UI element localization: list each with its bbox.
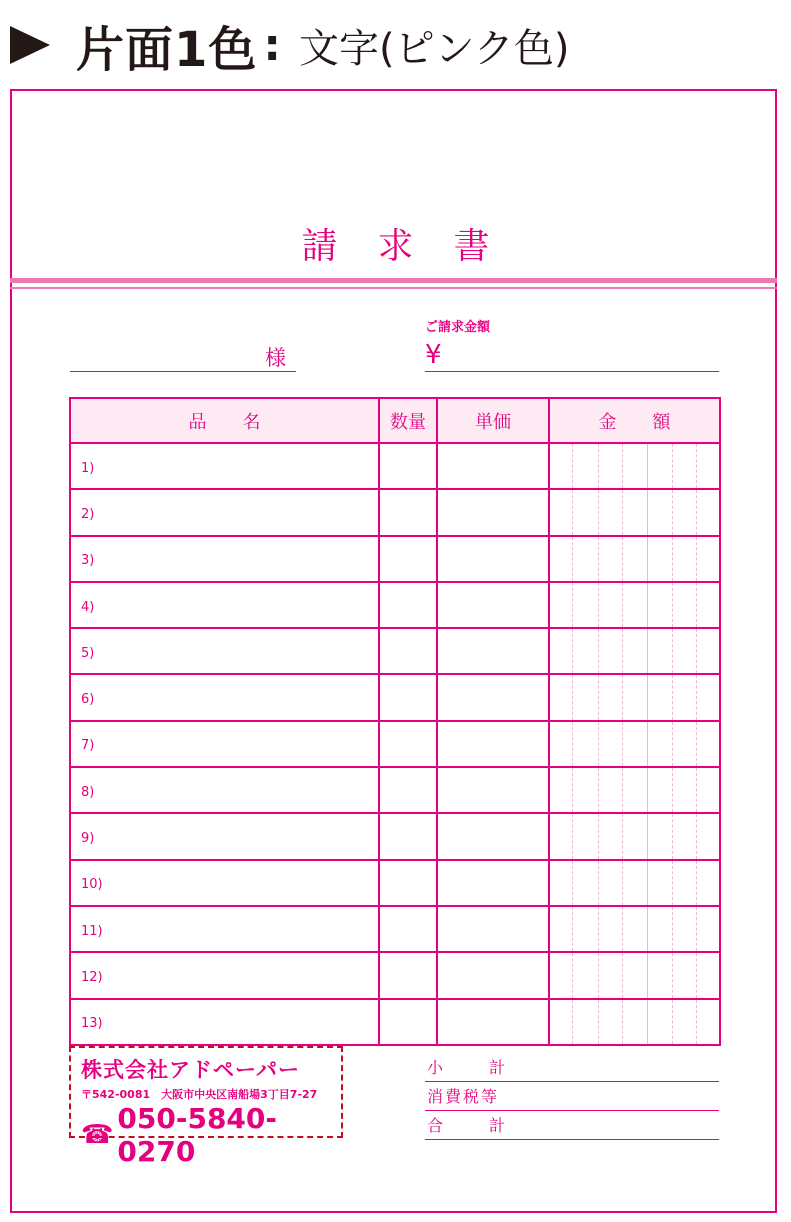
unit-price-cell[interactable] <box>437 767 549 813</box>
header-quantity: 数量 <box>379 398 437 443</box>
digit-guide-line <box>622 583 623 627</box>
digit-guide-line <box>647 768 648 812</box>
digit-guide-line <box>622 907 623 951</box>
digit-guide-line <box>622 1000 623 1044</box>
digit-guide-line <box>647 814 648 858</box>
digit-guide-line <box>696 814 697 858</box>
digit-guide-line <box>647 444 648 488</box>
unit-price-cell[interactable] <box>437 906 549 952</box>
digit-guide-line <box>696 953 697 997</box>
digit-guide-line <box>696 490 697 534</box>
digit-guide-line <box>572 583 573 627</box>
digit-guide-line <box>622 629 623 673</box>
header-item-name: 品 名 <box>70 398 379 443</box>
unit-price-cell[interactable] <box>437 582 549 628</box>
items-table <box>69 397 721 1046</box>
table-row <box>70 489 720 535</box>
digit-guide-line <box>598 768 599 812</box>
digit-guide-line <box>647 490 648 534</box>
total-label-2: 計 <box>489 1116 506 1135</box>
digit-guide-line <box>696 629 697 673</box>
unit-price-cell[interactable] <box>437 813 549 859</box>
quantity-cell[interactable] <box>379 536 437 582</box>
digit-guide-line <box>622 861 623 905</box>
title-band-thick <box>10 278 777 283</box>
row-number: 13) <box>81 1016 103 1032</box>
item-name-cell[interactable] <box>70 906 379 952</box>
row-number: 8) <box>81 784 95 800</box>
total-label-1: 合 <box>427 1116 444 1135</box>
company-address: 〒542-0081 大阪市中央区南船場3丁目7-27 <box>81 1088 318 1101</box>
digit-guide-line <box>696 722 697 766</box>
row-number: 10) <box>81 877 103 893</box>
digit-guide-line <box>572 953 573 997</box>
item-name-cell[interactable] <box>70 582 379 628</box>
row-number: 4) <box>81 599 95 615</box>
unit-price-cell[interactable] <box>437 628 549 674</box>
amount-cell[interactable] <box>549 628 720 674</box>
yen-symbol: ¥ <box>425 340 442 370</box>
digit-guide-line <box>598 583 599 627</box>
table-header-row <box>70 398 720 443</box>
invoice-title: 請求書 <box>301 226 530 267</box>
digit-guide-line <box>572 490 573 534</box>
digit-guide-line <box>572 814 573 858</box>
digit-guide-line <box>622 814 623 858</box>
subtotal-line <box>425 1053 719 1082</box>
quantity-cell[interactable] <box>379 952 437 998</box>
digit-guide-line <box>598 953 599 997</box>
billing-amount-label: ご請求金額 <box>425 320 491 335</box>
item-name-cell[interactable] <box>70 443 379 489</box>
header-subtitle: 文字(ピンク色) <box>299 25 570 72</box>
digit-guide-line <box>672 583 673 627</box>
table-row <box>70 582 720 628</box>
digit-guide-line <box>572 629 573 673</box>
unit-price-cell[interactable] <box>437 489 549 535</box>
quantity-cell[interactable] <box>379 628 437 674</box>
digit-guide-line <box>672 537 673 581</box>
quantity-cell[interactable] <box>379 860 437 906</box>
triangle-bullet-icon <box>10 26 50 64</box>
quantity-cell[interactable] <box>379 443 437 489</box>
digit-guide-line <box>598 444 599 488</box>
header-title: 片面1色 <box>76 21 258 78</box>
item-name-cell[interactable] <box>70 767 379 813</box>
amount-cell[interactable] <box>549 489 720 535</box>
digit-guide-line <box>598 814 599 858</box>
digit-guide-line <box>696 907 697 951</box>
digit-guide-line <box>598 675 599 719</box>
item-name-cell[interactable] <box>70 674 379 720</box>
table-row <box>70 674 720 720</box>
digit-guide-line <box>696 675 697 719</box>
digit-guide-line <box>622 537 623 581</box>
unit-price-cell[interactable] <box>437 860 549 906</box>
row-number: 5) <box>81 645 95 661</box>
page-header <box>10 14 781 76</box>
header-unit-price: 単価 <box>437 398 549 443</box>
unit-price-cell[interactable] <box>437 443 549 489</box>
digit-guide-line <box>598 629 599 673</box>
digit-guide-line <box>598 907 599 951</box>
amount-cell[interactable] <box>549 443 720 489</box>
digit-guide-line <box>622 675 623 719</box>
unit-price-cell[interactable] <box>437 674 549 720</box>
quantity-cell[interactable] <box>379 999 437 1045</box>
amount-cell[interactable] <box>549 536 720 582</box>
digit-guide-line <box>647 537 648 581</box>
digit-guide-line <box>572 444 573 488</box>
digit-guide-line <box>672 768 673 812</box>
digit-guide-line <box>696 768 697 812</box>
digit-guide-line <box>647 1000 648 1044</box>
digit-guide-line <box>572 537 573 581</box>
company-stamp <box>69 1046 343 1168</box>
title-band-thin <box>10 287 777 289</box>
quantity-cell[interactable] <box>379 674 437 720</box>
total-line <box>425 1111 719 1140</box>
tax-line <box>425 1082 719 1111</box>
digit-guide-line <box>696 1000 697 1044</box>
amount-cell[interactable] <box>549 999 720 1045</box>
row-number: 12) <box>81 969 103 985</box>
item-name-cell[interactable] <box>70 721 379 767</box>
subtotal-label-1: 小 <box>427 1058 444 1077</box>
digit-guide-line <box>622 444 623 488</box>
header-colon: : <box>263 19 282 71</box>
table-row <box>70 443 720 489</box>
digit-guide-line <box>598 537 599 581</box>
amount-cell[interactable] <box>549 582 720 628</box>
customer-name-line <box>70 371 296 372</box>
quantity-cell[interactable] <box>379 721 437 767</box>
table-row <box>70 860 720 906</box>
digit-guide-line <box>672 490 673 534</box>
company-phone <box>81 1102 331 1168</box>
row-number: 9) <box>81 831 95 847</box>
digit-guide-line <box>672 1000 673 1044</box>
digit-guide-line <box>647 675 648 719</box>
digit-guide-line <box>672 629 673 673</box>
quantity-cell[interactable] <box>379 582 437 628</box>
digit-guide-line <box>598 722 599 766</box>
digit-guide-line <box>572 768 573 812</box>
table-row <box>70 721 720 767</box>
digit-guide-line <box>622 722 623 766</box>
amount-cell[interactable] <box>549 813 720 859</box>
digit-guide-line <box>672 907 673 951</box>
amount-cell[interactable] <box>549 721 720 767</box>
item-name-cell[interactable] <box>70 489 379 535</box>
unit-price-cell[interactable] <box>437 952 549 998</box>
item-name-cell[interactable] <box>70 628 379 674</box>
table-row <box>70 536 720 582</box>
unit-price-cell[interactable] <box>437 999 549 1045</box>
digit-guide-line <box>672 861 673 905</box>
row-number: 2) <box>81 506 95 522</box>
quantity-cell[interactable] <box>379 489 437 535</box>
digit-guide-line <box>622 768 623 812</box>
digit-guide-line <box>572 907 573 951</box>
item-name-cell[interactable] <box>70 952 379 998</box>
table-row <box>70 813 720 859</box>
table-row <box>70 906 720 952</box>
item-name-cell[interactable] <box>70 999 379 1045</box>
digit-guide-line <box>672 675 673 719</box>
amount-cell[interactable] <box>549 767 720 813</box>
digit-guide-line <box>672 444 673 488</box>
billing-amount-line <box>425 371 719 372</box>
subtotal-label-2: 計 <box>489 1058 506 1077</box>
item-name-cell[interactable] <box>70 813 379 859</box>
digit-guide-line <box>647 953 648 997</box>
tax-label: 消費税等 <box>427 1087 500 1106</box>
table-row <box>70 628 720 674</box>
digit-guide-line <box>598 490 599 534</box>
digit-guide-line <box>696 444 697 488</box>
digit-guide-line <box>647 907 648 951</box>
digit-guide-line <box>622 490 623 534</box>
digit-guide-line <box>572 1000 573 1044</box>
digit-guide-line <box>598 1000 599 1044</box>
item-name-cell[interactable] <box>70 536 379 582</box>
digit-guide-line <box>672 814 673 858</box>
table-row <box>70 999 720 1045</box>
digit-guide-line <box>572 861 573 905</box>
row-number: 11) <box>81 923 103 939</box>
table-row <box>70 767 720 813</box>
unit-price-cell[interactable] <box>437 721 549 767</box>
digit-guide-line <box>647 583 648 627</box>
amount-cell[interactable] <box>549 952 720 998</box>
digit-guide-line <box>647 722 648 766</box>
row-number: 1) <box>81 460 95 476</box>
digit-guide-line <box>672 953 673 997</box>
digit-guide-line <box>598 861 599 905</box>
amount-cell[interactable] <box>549 674 720 720</box>
quantity-cell[interactable] <box>379 906 437 952</box>
quantity-cell[interactable] <box>379 767 437 813</box>
customer-suffix: 様 <box>265 346 286 370</box>
digit-guide-line <box>696 861 697 905</box>
digit-guide-line <box>672 722 673 766</box>
table-row <box>70 952 720 998</box>
digit-guide-line <box>572 722 573 766</box>
item-name-cell[interactable] <box>70 860 379 906</box>
digit-guide-line <box>622 953 623 997</box>
telephone-icon: ☎ <box>81 1120 114 1150</box>
row-number: 6) <box>81 692 95 708</box>
amount-cell[interactable] <box>549 860 720 906</box>
amount-cell[interactable] <box>549 906 720 952</box>
digit-guide-line <box>696 537 697 581</box>
digit-guide-line <box>696 583 697 627</box>
row-number: 7) <box>81 738 95 754</box>
phone-number: 050-5840-0270 <box>117 1102 278 1168</box>
unit-price-cell[interactable] <box>437 536 549 582</box>
row-number: 3) <box>81 553 95 569</box>
company-name: 株式会社アドペーパー <box>81 1058 300 1082</box>
header-amount: 金 額 <box>549 398 720 443</box>
digit-guide-line <box>647 629 648 673</box>
digit-guide-line <box>647 861 648 905</box>
digit-guide-line <box>572 675 573 719</box>
quantity-cell[interactable] <box>379 813 437 859</box>
